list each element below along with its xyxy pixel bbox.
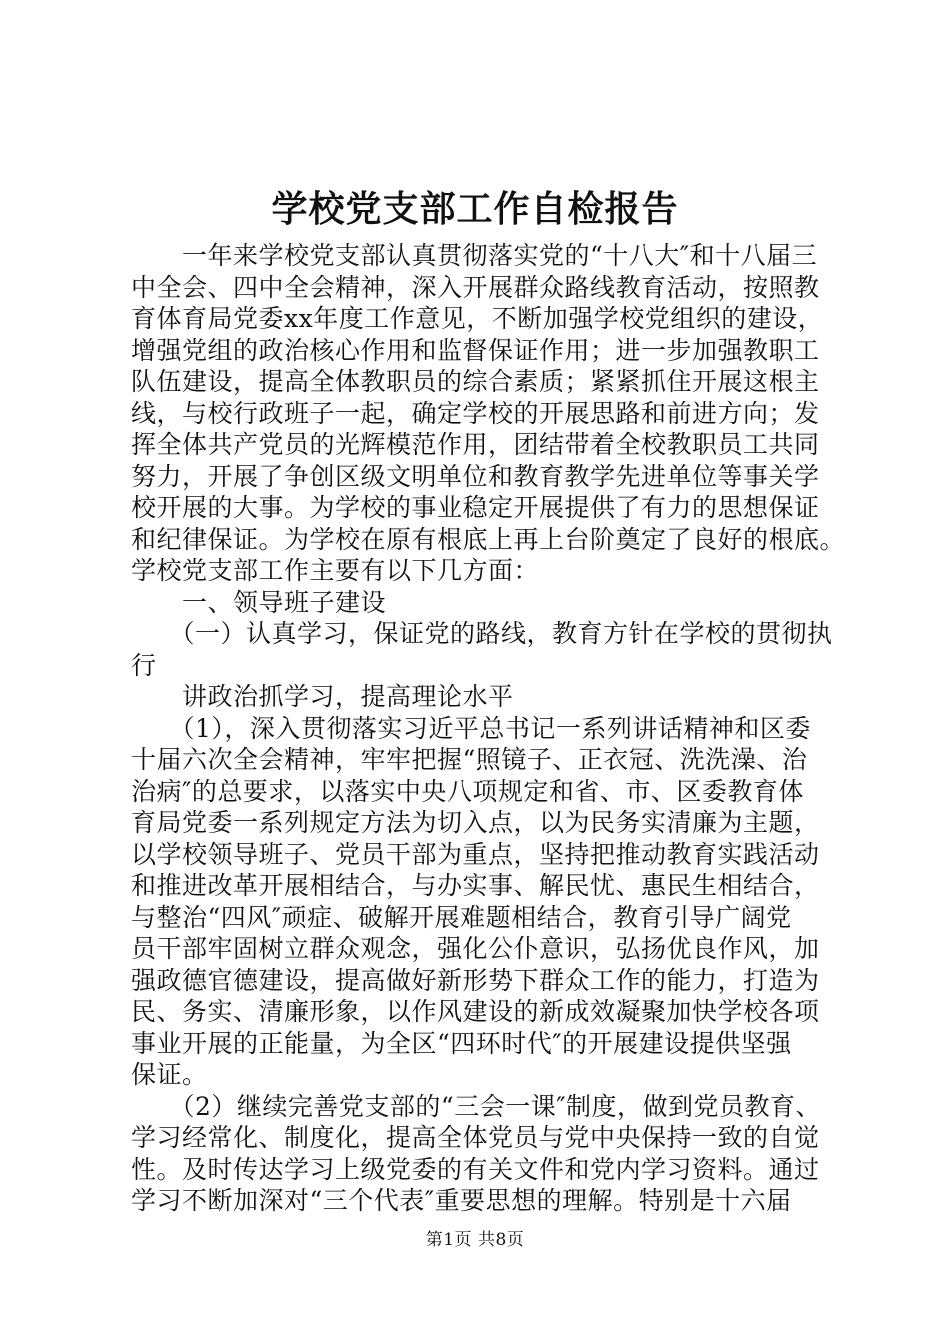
text-line: 增强党组的政治核心作用和监督保证作用；进一步加强教职工 — [131, 335, 820, 365]
document-body — [131, 240, 846, 1217]
text-line: 讲政治抓学习，提高理论水平 — [131, 682, 514, 711]
text-line: 一、领导班子建设 — [131, 587, 387, 617]
text-line: 十届六次全会精神，牢牢把握“照镜子、正衣冠、洗洗澡、治 — [131, 745, 808, 774]
text-line: 中全会、四中全会精神，深入开展群众路线教育活动，按照教 — [131, 272, 820, 302]
text-line: 员干部牢固树立群众观念，强化公仆意识，弘扬优良作风，加 — [131, 934, 820, 963]
text-line: 线，与校行政班子一起，确定学校的开展思路和前进方向；发 — [131, 398, 820, 428]
text-line: （2）继续完善党支部的“三会一课″制度，做到党员教育、 — [131, 1091, 822, 1121]
text-line: 挥全体共产党员的光辉模范作用，团结带着全校教职员工共同 — [131, 430, 820, 459]
text-line: 和推进改革开展相结合，与办实事、解民忧、惠民生相结合， — [131, 871, 820, 900]
page-number-footer: 第1页 共8页 — [425, 1230, 525, 1250]
text-line: 和纪律保证。为学校在原有根底上再上台阶奠定了良好的根底。 — [131, 524, 846, 554]
text-line: 以学校领导班子、党员干部为重点，坚持把推动教育实践活动 — [131, 839, 820, 869]
text-line: 努力，开展了争创区级文明单位和教育教学先进单位等事关学 — [131, 461, 820, 491]
text-line: 事业开展的正能量，为全区“四环时代″的开展建设提供坚强 — [131, 1028, 792, 1058]
text-line: 民、务实、清廉形象，以作风建设的新成效凝聚加快学校各项 — [131, 997, 820, 1026]
text-line: 一年来学校党支部认真贯彻落实党的“十八大″和十八届三 — [131, 241, 818, 270]
text-line: 队伍建设，提高全体教职员的综合素质；紧紧抓住开展这根主 — [131, 367, 820, 396]
text-line: （一）认真学习，保证党的路线，教育方针在学校的贯彻执 — [131, 619, 833, 648]
text-line: 育局党委一系列规定方法为切入点，以为民务实清廉为主题， — [131, 808, 820, 837]
document-title: 学校党支部工作自检报告 — [271, 189, 679, 230]
text-line: 育体育局党委xx年度工作意见，不断加强学校党组织的建设， — [131, 304, 824, 333]
text-line: 学习不断加深对“三个代表″重要思想的理解。特别是十六届 — [131, 1186, 792, 1215]
text-line: 行 — [131, 650, 157, 680]
text-line: 与整治“四风″顽症、破解开展难题相结合，教育引导广阔党 — [131, 902, 792, 932]
text-line: 治病″的总要求，以落实中央八项规定和省、市、区委教育体 — [131, 776, 804, 806]
text-line: （1），深入贯彻落实习近平总书记一系列讲话精神和区委 — [131, 713, 811, 743]
text-line: 学习经常化、制度化，提高全体党员与党中央保持一致的自觉 — [131, 1123, 820, 1152]
text-line: 学校党支部工作主要有以下几方面： — [131, 556, 540, 585]
text-line: 保证。 — [131, 1060, 208, 1089]
text-line: 强政德官德建设，提高做好新形势下群众工作的能力，打造为 — [131, 965, 820, 995]
text-line: 校开展的大事。为学校的事业稳定开展提供了有力的思想保证 — [131, 493, 820, 522]
text-line: 性。及时传达学习上级党委的有关文件和党内学习资料。通过 — [131, 1154, 820, 1184]
